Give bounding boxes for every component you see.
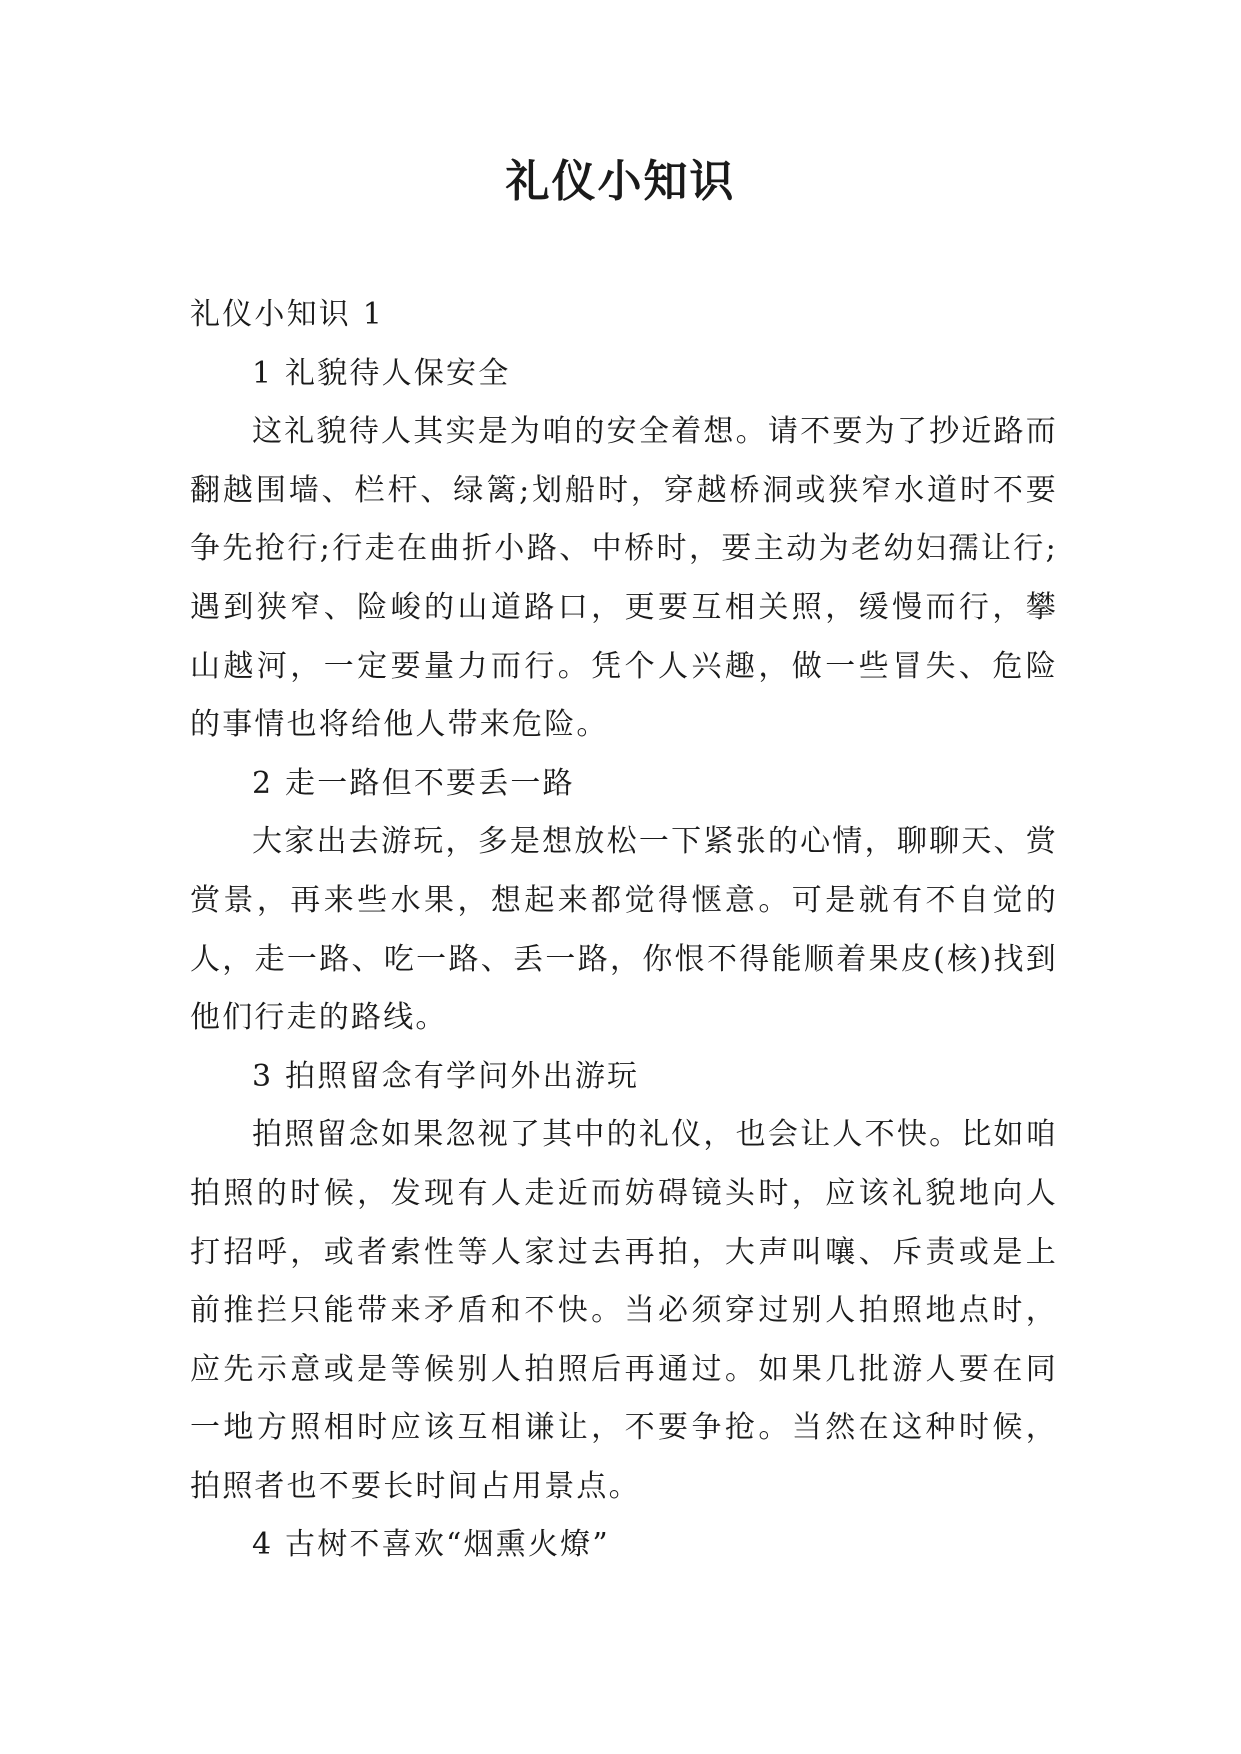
section-heading: 礼仪小知识 1 xyxy=(190,297,385,332)
paragraph-2: 大家出去游玩，多是想放松一下紧张的心情，聊聊天、赏赏景，再来些水果，想起来都觉得惬意。可是就有不自觉的人，走一路、吃一路、丢一路，你恨不得能顺着果皮(核)找到他们行走的路线。 xyxy=(190,824,1058,1036)
subheading-1: 1 礼貌待人保安全 xyxy=(252,355,511,391)
paragraph-1: 这礼貌待人其实是为咱的安全着想。请不要为了抄近路而翻越围墙、栏杆、绿篱;划船时，穿越桥洞或狭窄水道时不要争先抢行;行走在曲折小路、中桥时，要主动为老幼妇孺让行;遇到狭窄、险峻的山道路口，更要互相关照，缓慢而行，攀山越河，一定要量力而行。凭个人兴趣，做一些冒失、危险的事情也将给他人带来危险。 xyxy=(190,414,1058,743)
document-title: 礼仪小知识 xyxy=(505,156,736,207)
subheading-3: 3 拍照留念有学问外出游玩 xyxy=(252,1058,640,1094)
subheading-4: 4 古树不喜欢“烟熏火燎” xyxy=(252,1527,610,1563)
paragraph-3: 拍照留念如果忽视了其中的礼仪，也会让人不快。比如咱拍照的时候，发现有人走近而妨碍镜头时，应该礼貌地向人打招呼，或者索性等人家过去再拍，大声叫嚷、斥责或是上前推拦只能带来矛盾和不快。当必须穿过别人拍照地点时，应先示意或是等候别人拍照后再通过。如果几批游人要在同一地方照相时应该互相谦让，不要争抢。当然在这种时候，拍照者也不要长时间占用景点。 xyxy=(190,1117,1058,1504)
subheading-2: 2 走一路但不要丢一路 xyxy=(252,765,575,801)
document-body xyxy=(190,286,1058,1575)
